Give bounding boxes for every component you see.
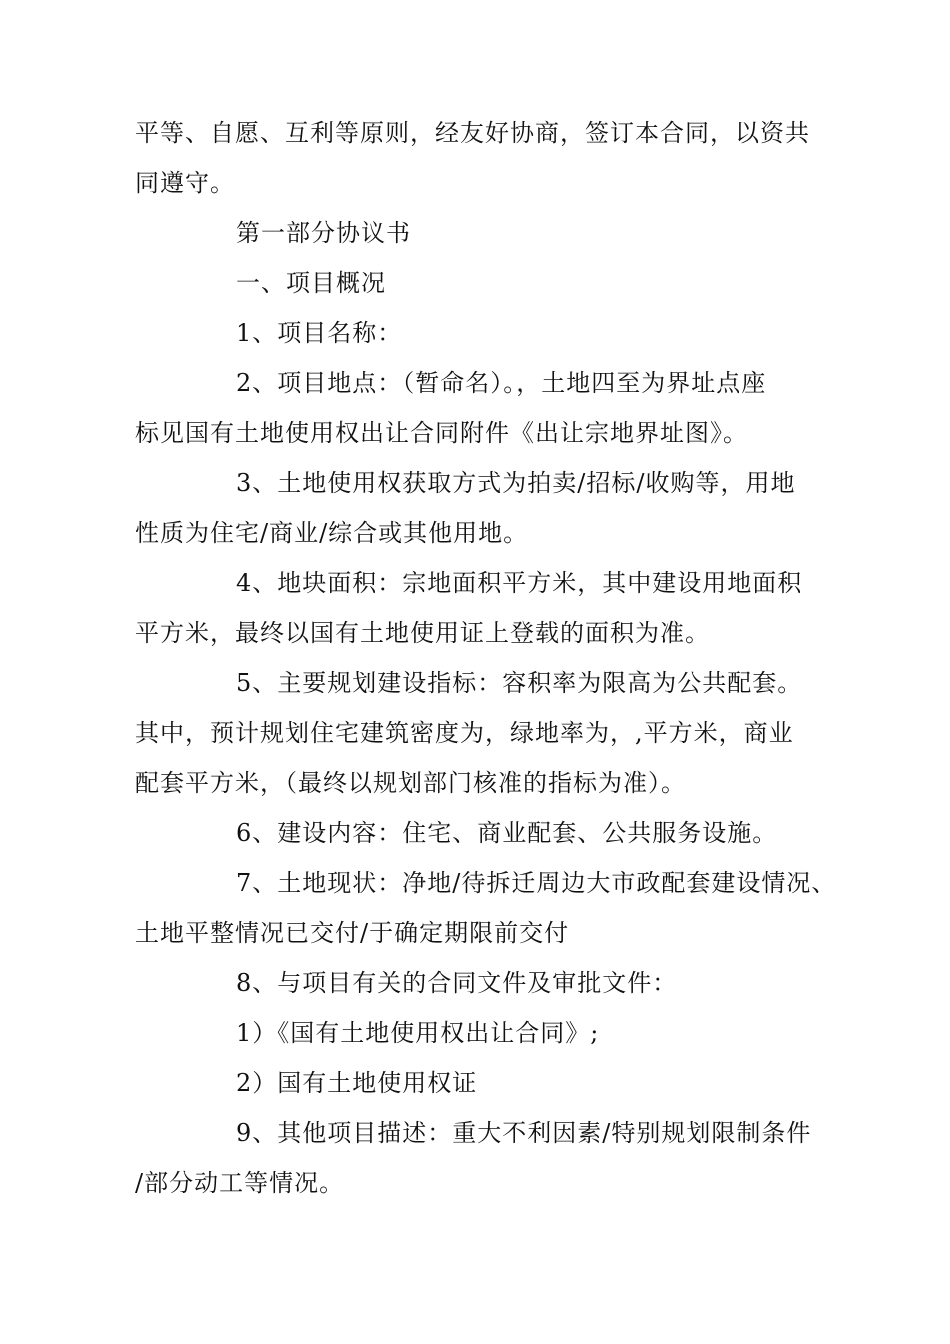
list-item: 1、项目名称：	[236, 319, 403, 347]
list-item: 8、与项目有关的合同文件及审批文件：	[236, 969, 678, 997]
text-line: 标见国有土地使用权出让合同附件《出让宗地界址图》。	[135, 419, 748, 447]
list-item: 9、其他项目描述：重大不利因素/特别规划限制条件	[236, 1119, 812, 1147]
subsection-heading: 一、项目概况	[236, 269, 386, 297]
list-item: 3、土地使用权获取方式为拍卖/招标/收购等，用地	[236, 469, 796, 497]
list-item: 2、项目地点：（暂命名）。，土地四至为界址点座	[236, 369, 767, 397]
list-item: 7、土地现状：净地/待拆迁周边大市政配套建设情况、	[236, 869, 837, 897]
sub-list-item: 2）国有土地使用权证	[236, 1069, 478, 1097]
text-line: 同遵守。	[135, 169, 235, 197]
text-line: /部分动工等情况。	[135, 1169, 345, 1197]
sub-list-item: 1）《国有土地使用权出让合同》;	[236, 1019, 600, 1047]
list-item: 5、主要规划建设指标：容积率为限高为公共配套。	[236, 669, 803, 697]
list-item: 6、建设内容：住宅、商业配套、公共服务设施。	[236, 819, 778, 847]
section-heading: 第一部分协议书	[236, 219, 411, 247]
text-line: 其中，预计规划住宅建筑密度为，绿地率为，,平方米，商业	[135, 719, 794, 747]
list-item: 4、地块面积：宗地面积平方米，其中建设用地面积	[236, 569, 803, 597]
text-line: 土地平整情况已交付/于确定期限前交付	[135, 919, 570, 947]
text-line: 平方米，最终以国有土地使用证上登载的面积为准。	[135, 619, 710, 647]
text-line: 平等、自愿、互利等原则，经友好协商，签订本合同，以资共	[135, 119, 810, 147]
text-line: 性质为住宅/商业/综合或其他用地。	[135, 519, 529, 547]
text-line: 配套平方米，（最终以规划部门核准的指标为准）。	[135, 769, 686, 797]
